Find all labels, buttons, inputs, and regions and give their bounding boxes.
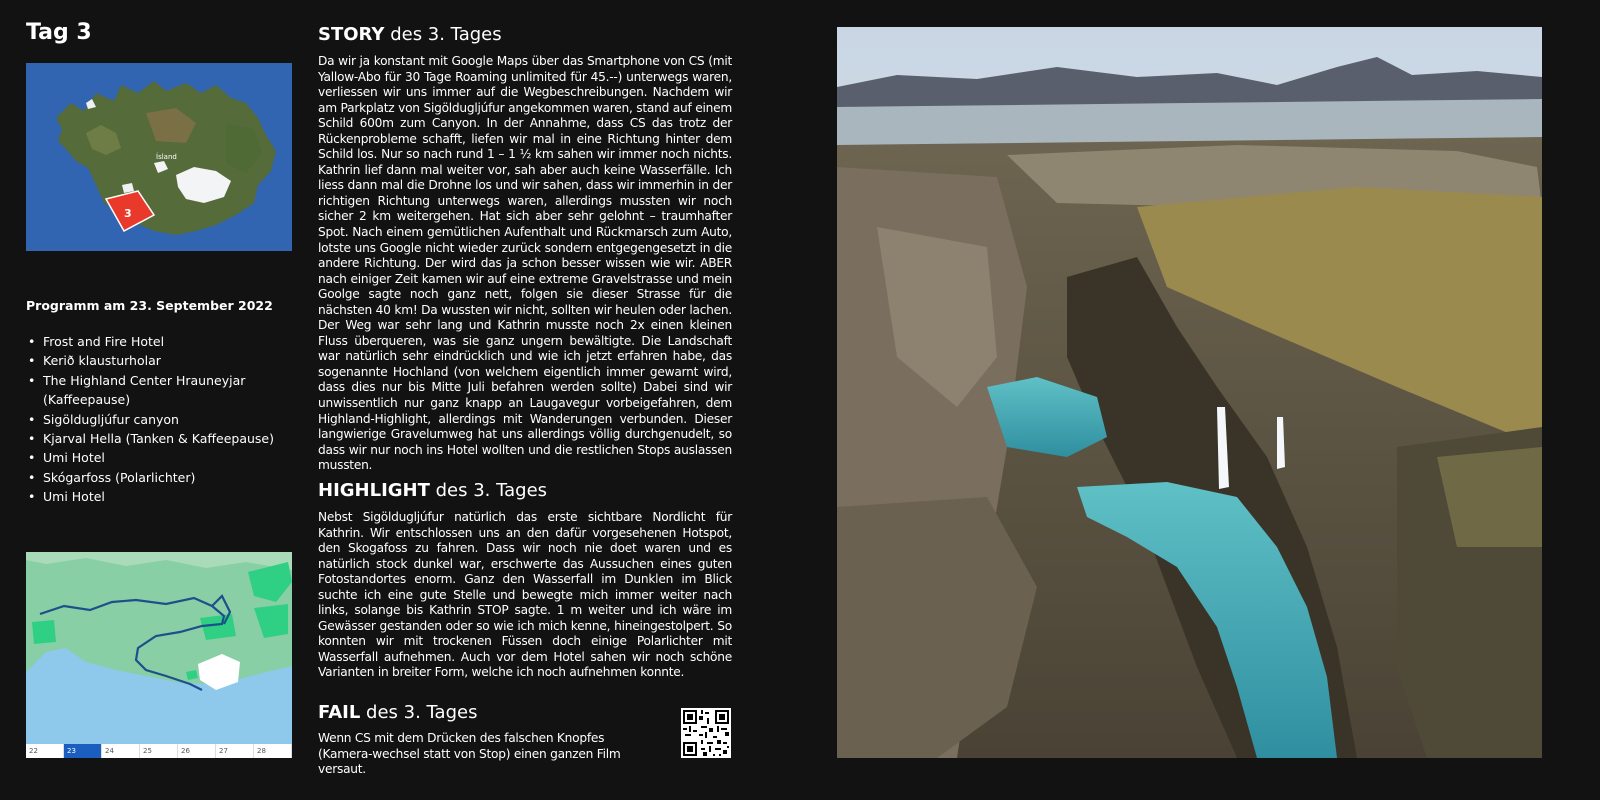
highlight-heading-rest: des 3. Tages: [429, 480, 548, 501]
fail-text: Wenn CS mit dem Drücken des falschen Knopfes (Kamera-wechsel statt von Stop) einen ganzen Film versaut.: [318, 731, 621, 777]
qr-code-graphic: [681, 708, 731, 758]
story-text: Da wir ja konstant mit Google Maps über das Smartphone von CS (mit Yallow-Abo für 30 Tage Roaming unlimited für 45.--) unterwegs waren, verliessen wir uns immer auf die Wegbeschreibungen. Nachdem wir am Parkplatz von Sigöldugljúfur angekommen waren, stand auf einem Schild 600m zum Canyon. In der Annahme, dass CS das trotz der Rückenprobleme schafft, liefen wir mal in eine Richtung hinter dem Schild los. Nur so nach rund 1 – 1 ½ km sahen wir immer noch nichts. Kathrin lief dann mal weiter vor, sah aber auch keine Wasserfälle. Ich liess dann mal die Drohne los und wir sahen, dass wir immerhin in der richtigen Richtung unterwegs waren, allerdings mussten wir noch sicher 2 km weitergehen. Hat sich aber sehr gelohnt – traumhafter Spot. Nach einem gemütlichen Aufenthalt und Rückmarsch zum Auto, lotste uns Google nicht wieder zurück sondern entgegengesetzt in die andere Richtung. Der wird das ja schon besser wissen wie wir. ABER nach einiger Zeit kamen wir auf eine extreme Gravelstrasse und mein Goolge sagte noch ganz nett, folgen sie dieser Strasse für die nächsten 40 km! Da wussten wir nicht, sollten wir heulen oder lachen. Der Weg war sehr lang und Kathrin musste noch 2x einen kleinen Fluss überqueren, was sie ganz ungern bewältigte. Die Landschaft war natürlich sehr eindrücklich und wie ich jetzt erfahren habe, das sogenannte Hochland (von welchem eigentlich immer gewarnt wird, dass dies nur bis Mitte Juli befahren werden sollte) Dabei sind wir unwissentlich nur ganz knapp an Laugavegur vorbeigefahren, dem Highland-Highlight, allerdings mit Wanderungen verbunden. Dieser langwierige Gravelumweg hat uns allerdings völlig durchgenudelt, so dass wir nur noch ins Hotel wollten und die restlichen Stops auslassen mussten.: [318, 54, 732, 473]
date-cell-active[interactable]: 23: [64, 744, 102, 758]
highlight-heading-bold: HIGHLIGHT: [318, 480, 430, 501]
highlight-heading: [318, 480, 547, 501]
page-title: Tag 3: [26, 20, 92, 45]
date-strip: [26, 744, 292, 758]
date-cell[interactable]: 22: [26, 744, 64, 758]
iceland-overview-map: [26, 63, 292, 251]
date-cell[interactable]: 28: [254, 744, 292, 758]
story-heading: [318, 24, 502, 45]
list-item: • The Highland Center Hrauneyjar (Kaffeepause): [26, 371, 286, 410]
story-heading-rest: des 3. Tages: [384, 24, 502, 45]
region-number: 3: [124, 207, 132, 220]
route-map: [26, 552, 292, 758]
date-cell[interactable]: 27: [216, 744, 254, 758]
date-cell[interactable]: 25: [140, 744, 178, 758]
island-label: Ísland: [156, 153, 177, 161]
list-item: • Sigöldugljúfur canyon: [26, 410, 286, 429]
date-cell[interactable]: 26: [178, 744, 216, 758]
list-item: • Skógarfoss (Polarlichter): [26, 468, 286, 487]
canyon-photo-graphic: [837, 27, 1542, 758]
highlight-text: Nebst Sigöldugljúfur natürlich das erste sichtbare Nordlicht für Kathrin. Wir entschlossen uns an den dafür vorgesehenen Hotspot, den Skogafoss zu fahren. Dass wir noch nie doet waren und es natürlich stock dunkel war, erschwerte das Aussuchen eines guten Fotostandortes enorm. Ganz den Wasserfall im Dunklen im Blick suchte ich eine gute Stelle und bewegte mich immer weiter nach links, solange bis Kathrin STOP sagte. 1 m weiter und ich wäre im Gewässer gestanden oder so wie ich mich kenne, hineingestolpert. So konnten wir mit trockenen Füssen doch einige Polarlichter mit Wasserfall aufnehmen. Auch vor dem Hotel sahen wir noch schöne Varianten in breiter Form, welche ich noch aufnehmen konnte.: [318, 510, 732, 680]
route-map-graphic: [26, 552, 292, 758]
story-heading-bold: STORY: [318, 24, 385, 45]
program-heading: Programm am 23. September 2022: [26, 298, 273, 313]
fail-heading: [318, 702, 477, 723]
list-item: • Kjarval Hella (Tanken & Kaffeepause): [26, 429, 286, 448]
qr-code[interactable]: [681, 708, 731, 758]
canyon-photo: [837, 27, 1542, 758]
fail-heading-rest: des 3. Tages: [360, 702, 478, 723]
list-item: • Kerið klausturholar: [26, 351, 286, 370]
fail-heading-bold: FAIL: [318, 702, 361, 723]
iceland-map-graphic: [26, 63, 292, 251]
date-cell[interactable]: 24: [102, 744, 140, 758]
list-item: • Umi Hotel: [26, 448, 286, 467]
list-item: • Frost and Fire Hotel: [26, 332, 286, 351]
program-list: [26, 332, 286, 507]
list-item: • Umi Hotel: [26, 487, 286, 506]
